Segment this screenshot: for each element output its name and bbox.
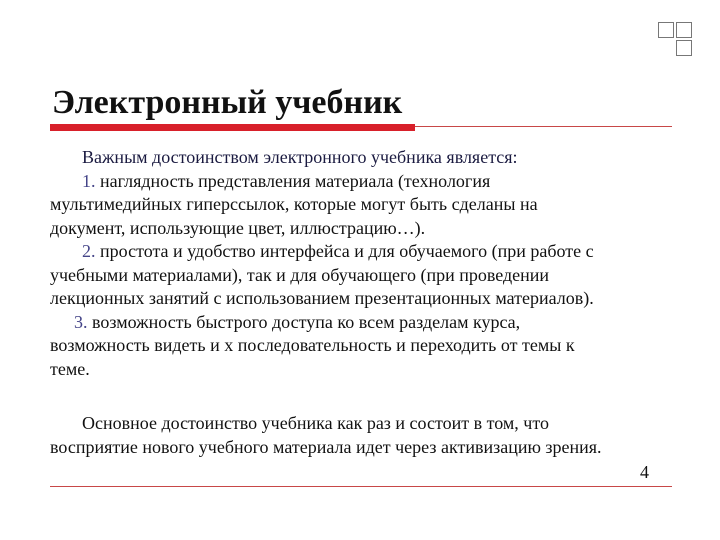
title-rule-line <box>415 126 672 127</box>
decorative-square <box>676 40 692 56</box>
list-item-continuation: теме. <box>50 358 90 379</box>
list-item: 1. наглядность представления материала (технология <box>82 170 491 191</box>
list-item-continuation: мультимедийных гиперссылок, которые могут быть сделаны на <box>50 194 538 214</box>
item-number: 3. <box>74 311 88 332</box>
decorative-square <box>658 22 674 38</box>
slide-title: Электронный учебник <box>52 84 403 121</box>
conclusion-line: восприятие нового учебного материала идет через активизацию зрения. <box>50 436 602 457</box>
list-item-continuation: документ, использующие цвет, иллюстрацию…). <box>50 217 426 238</box>
title-underline-bar <box>50 124 415 131</box>
page-number: 4 <box>640 462 649 482</box>
item-number: 1. <box>82 170 96 191</box>
list-item: 3. возможность быстрого доступа ко всем разделам курса, <box>74 311 521 332</box>
item-number: 2. <box>82 241 96 261</box>
list-item-continuation: лекционных занятий с использованием презентационных материалов). <box>50 288 594 308</box>
list-item-continuation: возможность видеть и х последовательность и переходить от темы к <box>50 335 575 355</box>
slide-body <box>50 146 675 459</box>
bottom-rule-line <box>50 486 672 487</box>
decorative-square <box>676 22 692 38</box>
list-item: 2. простота и удобство интерфейса и для обучаемого (при работе с <box>82 241 594 261</box>
intro-line: Важным достоинством электронного учебника является: <box>82 147 518 167</box>
conclusion-line: Основное достоинство учебника как раз и состоит в том, что <box>82 413 549 433</box>
list-item-continuation: учебными материалами), так и для обучающего (при проведении <box>50 264 550 285</box>
